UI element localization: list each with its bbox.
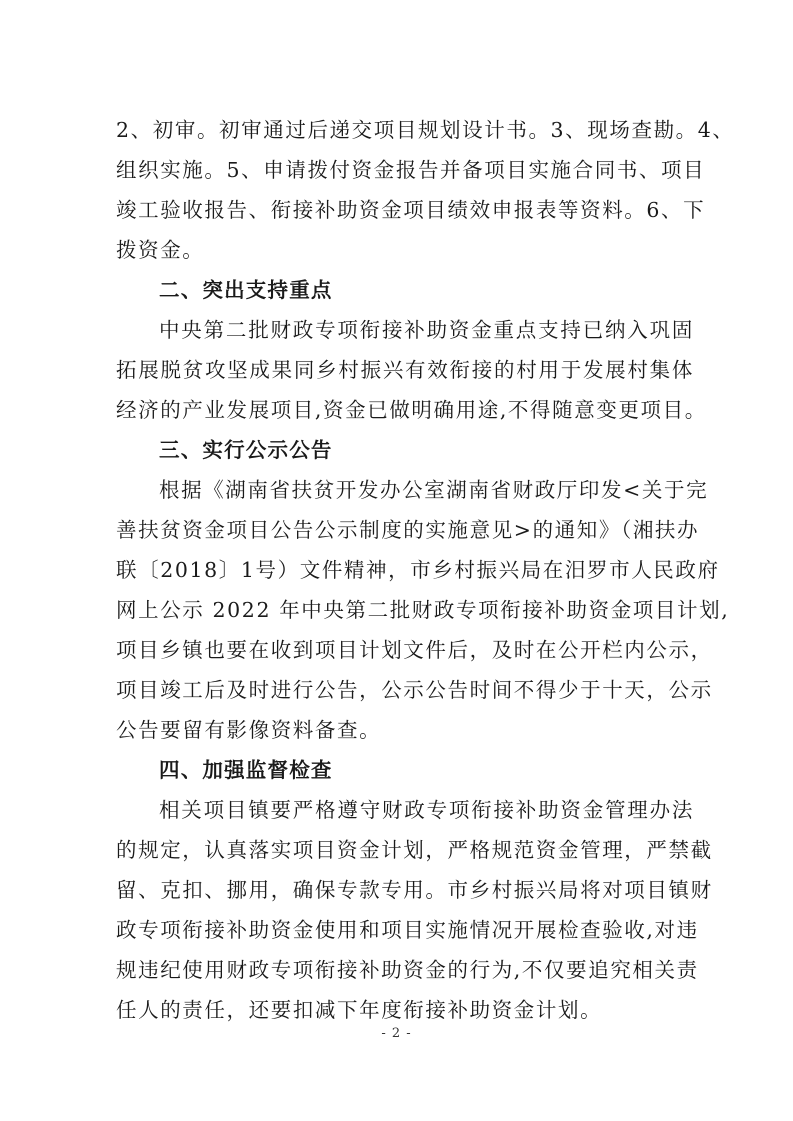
body-text-line: 组织实施。5、申请拨付资金报告并备项目实施合同书、项目	[116, 158, 706, 182]
body-text-line: 相关项目镇要严格遵守财政专项衔接补助资金管理办法	[159, 798, 694, 822]
body-text-line: 规违纪使用财政专项衔接补助资金的行为,不仅要追究相关责	[116, 958, 699, 982]
body-text-line: 经济的产业发展项目,资金已做明确用途,不得随意变更项目。	[116, 398, 707, 422]
body-text-line: 2、初审。初审通过后递交项目规划设计书。3、现场查勘。4、	[116, 118, 735, 142]
section-heading: 四、加强监督检查	[159, 758, 333, 782]
body-text-line: 留、克扣、挪用，确保专款专用。市乡村振兴局将对项目镇财	[116, 878, 713, 902]
body-text-line: 网上公示 2022 年中央第二批财政专项衔接补助资金项目计划,	[116, 598, 730, 622]
body-text-line: 项目竣工后及时进行公告，公示公告时间不得少于十天，公示	[116, 678, 713, 702]
body-text-line: 根据《湖南省扶贫开发办公室湖南省财政厅印发<关于完	[159, 478, 709, 502]
page-number: - 2 -	[381, 1026, 412, 1041]
body-text-line: 公告要留有影像资料备查。	[116, 718, 382, 742]
body-text-line: 任人的责任，还要扣减下年度衔接补助资金计划。	[116, 998, 603, 1022]
body-text-line: 拓展脱贫攻坚成果同乡村振兴有效衔接的村用于发展村集体	[116, 358, 694, 382]
body-text-line: 项目乡镇也要在收到项目计划文件后，及时在公开栏内公示，	[116, 638, 713, 662]
section-heading: 二、突出支持重点	[159, 278, 333, 302]
body-text-line: 中央第二批财政专项衔接补助资金重点支持已纳入巩固	[159, 318, 694, 342]
section-heading: 三、实行公示公告	[159, 438, 333, 462]
body-text-line: 的规定，认真落实项目资金计划，严格规范资金管理，严禁截	[116, 838, 713, 862]
body-text-line: 竣工验收报告、衔接补助资金项目绩效申报表等资料。6、下	[116, 198, 706, 222]
body-text-line: 拨资金。	[116, 238, 205, 262]
body-text-line: 善扶贫资金项目公告公示制度的实施意见>的通知》（湘扶办	[116, 518, 700, 542]
body-text-line: 政专项衔接补助资金使用和项目实施情况开展检查验收,对违	[116, 918, 699, 942]
body-text-line: 联〔2018〕1号）文件精神，市乡村振兴局在汨罗市人民政府	[116, 558, 720, 582]
